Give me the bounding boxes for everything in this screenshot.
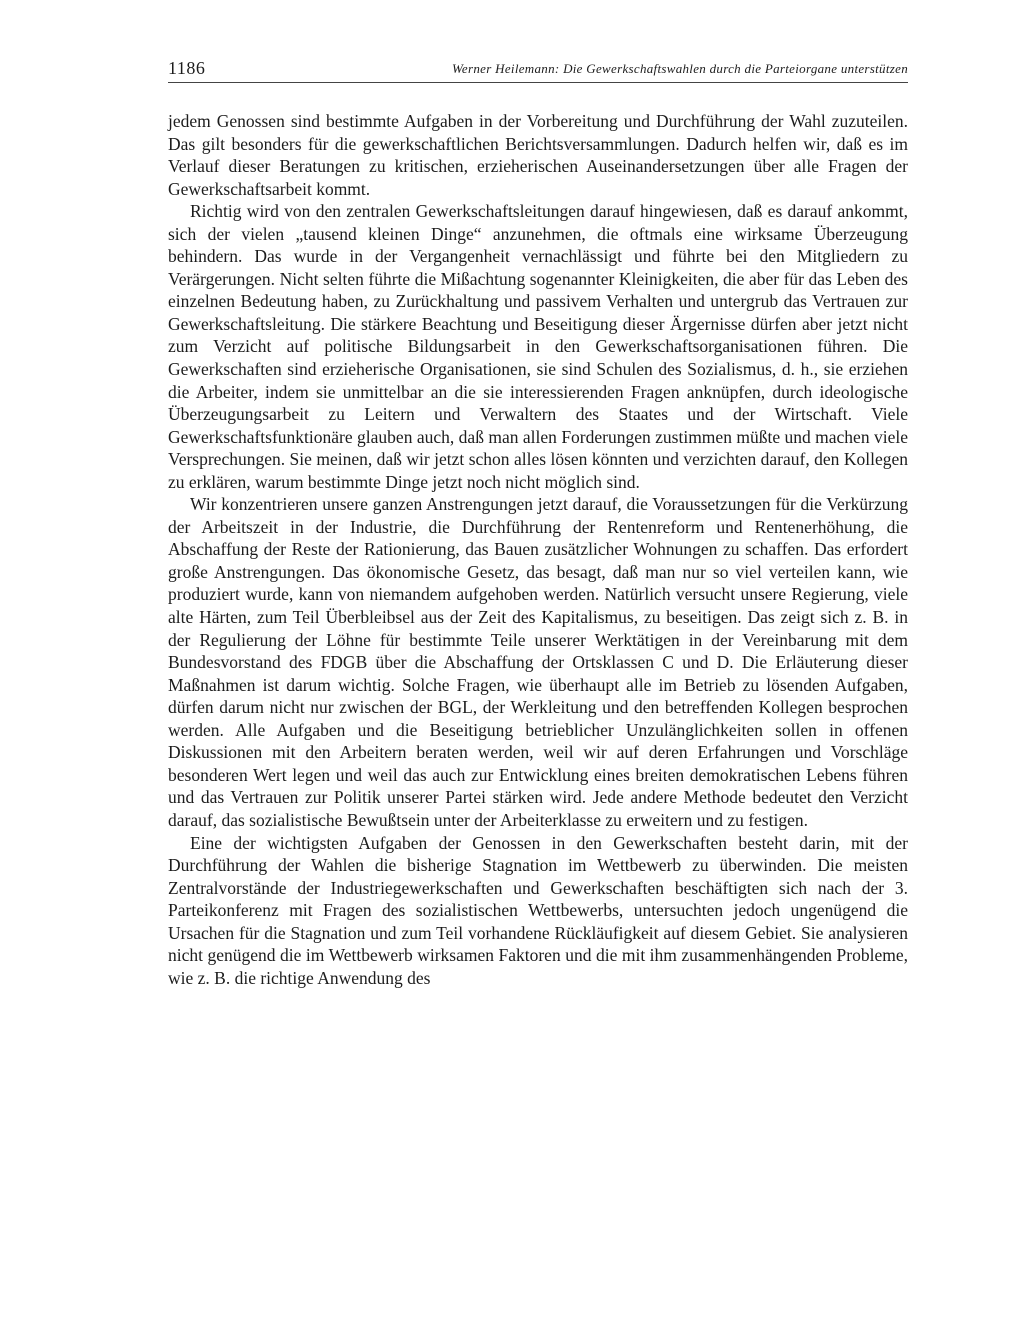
running-header: [168, 58, 908, 83]
paragraph-3: Wir konzentrieren unsere ganzen Anstrengungen jetzt darauf, die Voraussetzungen für die Verkürzung der Arbeitszeit in der Industrie, die Durchführung der Rentenreform und Rentenerhöhung, die Abschaffung der Reste der Rationierung, das Bauen zusätzlicher Wohnungen zu schaffen. Das erfordert große Anstrengungen. Das ökonomische Gesetz, das besagt, daß man nur so viel verteilen kann, wie produziert wurde, kann von niemandem aufgehoben werden. Natürlich versucht unsere Regierung, viele alte Härten, zum Teil Überbleibsel aus der Zeit des Kapitalismus, zu beseitigen. Das zeigt sich z. B. in der Regulierung der Löhne für bestimmte Teile unserer Werktätigen in der Vereinbarung mit dem Bundesvorstand des FDGB über die Abschaffung der Ortsklassen C und D. Die Erläuterung dieser Maßnahmen ist darum wichtig. Solche Fragen, wie überhaupt alle im Betrieb zu lösenden Aufgaben, dürfen darum nicht nur zwischen der BGL, der Werkleitung und den betreffenden Kollegen besprochen werden. Alle Aufgaben und die Beseitigung betrieblicher Unzulänglichkeiten sollen in offenen Diskussionen mit den Arbeitern beraten werden, weil wir auf deren Erfahrungen und Vorschläge besonderen Wert legen und weil das auch zur Entwicklung eines breiten demokratischen Lebens führen und das Vertrauen zur Politik unserer Partei stärken wird. Jede andere Methode bedeutet den Verzicht darauf, das sozialistische Bewußtsein unter der Arbeiterklasse zu erweitern und zu festigen.: [168, 494, 908, 830]
body-text: [168, 110, 908, 989]
running-title: Werner Heilemann: Die Gewerkschaftswahlen durch die Parteiorgane unterstützen: [452, 61, 908, 76]
page-number: 1186: [168, 58, 206, 78]
paragraph-4: Eine der wichtigsten Aufgaben der Genossen in den Gewerkschaften besteht darin, mit der Durchführung der Wahlen die bisherige Stagnation im Wettbewerb zu überwinden. Die meisten Zentralvorstände der Industriegewerkschaften und Gewerkschaften beschäftigten sich nach der 3. Parteikonferenz mit Fragen des sozialistischen Wettbewerbs, untersuchten jedoch ungenügend die Ursachen für die Stagnation und zum Teil vorhandene Rückläufigkeit auf diesem Gebiet. Sie analysieren nicht genügend die im Wettbewerb wirksamen Faktoren und die mit ihm zusammenhängenden Probleme, wie z. B. die richtige Anwendung des: [168, 832, 908, 988]
paragraph-1: jedem Genossen sind bestimmte Aufgaben in der Vorbereitung und Durchführung der Wahl zuzuteilen. Das gilt besonders für die gewerkschaftlichen Berichtsversammlungen. Dadurch helfen wir, daß es im Verlauf dieser Beratungen zu kritischen, erzieherischen Auseinandersetzungen über alle Fragen der Gewerkschaftsarbeit kommt.: [168, 111, 908, 199]
paragraph-2: Richtig wird von den zentralen Gewerkschaftsleitungen darauf hingewiesen, daß es darauf ankommt, sich der vielen „tausend kleinen Dinge“ anzunehmen, die oftmals eine wirksame Überzeugung behindern. Das wurde in der Vergangenheit vernachlässigt und führte bei den Mitgliedern zu Verärgerungen. Nicht selten führte die Mißachtung sogenannter Kleinigkeiten, die aber für das Leben des einzelnen Bedeutung haben, zu Zurückhaltung und passivem Verhalten und untergrub das Vertrauen zur Gewerkschaftsleitung. Die stärkere Beachtung und Beseitigung dieser Ärgernisse dürfen aber jetzt nicht zum Verzicht auf politische Bildungsarbeit in den Gewerkschaftsorganisationen führen. Die Gewerkschaften sind erzieherische Organisationen, sie sind Schulen des Sozialismus, d. h., sie erziehen die Arbeiter, indem sie unmittelbar an die sie interessierenden Fragen anknüpfen, durch ideologische Überzeugungsarbeit zu Leitern und Verwaltern des Staates und der Wirtschaft. Viele Gewerkschaftsfunktionäre glauben auch, daß man allen Forderungen zustimmen müßte und machen viele Versprechungen. Sie meinen, daß wir jetzt schon alles lösen könnten und verzichten darauf, den Kollegen zu erklären, warum bestimmte Dinge jetzt noch nicht möglich sind.: [168, 201, 908, 492]
